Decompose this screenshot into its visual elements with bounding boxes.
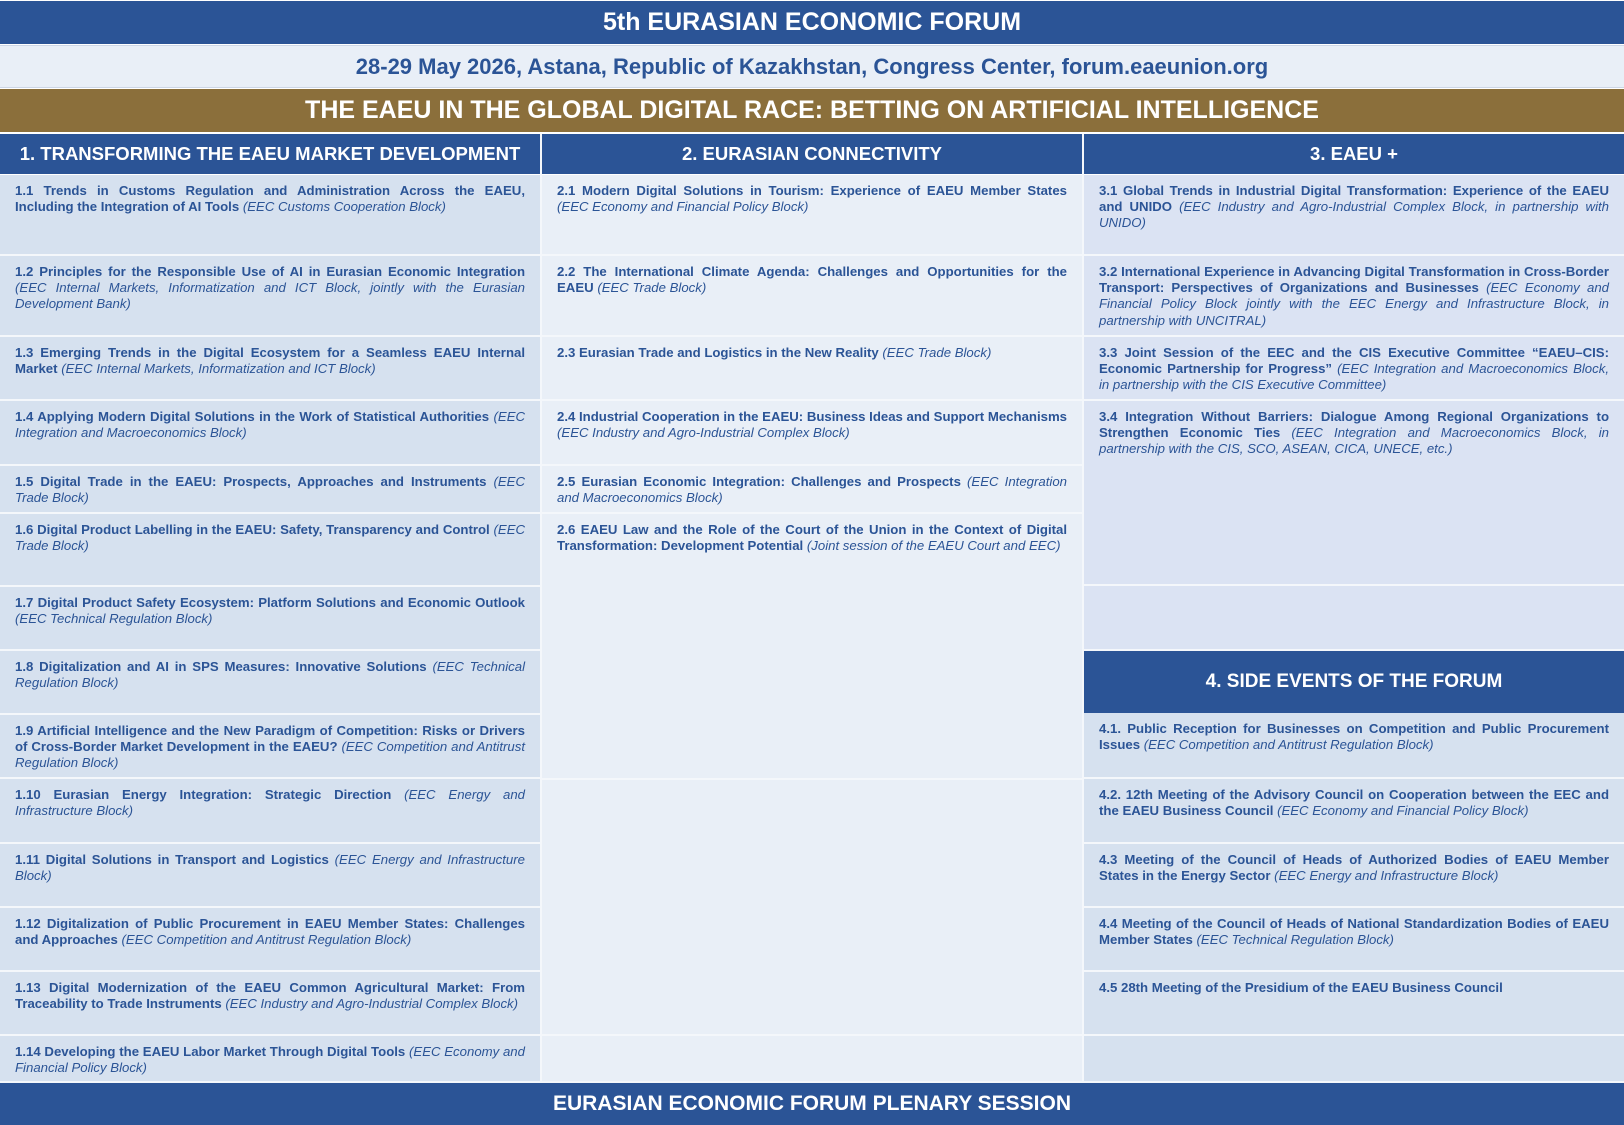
- session-title: 4.4 Meeting of the Council of Heads of National Standardization Bodies of EAEU Member States: [1099, 916, 1609, 948]
- session-title: 1.13 Digital Modernization of the EAEU Common Agricultural Market: From Traceability to Trade Instruments: [15, 980, 525, 1012]
- session-title: 1.10 Eurasian Energy Integration: Strategic Direction: [15, 787, 392, 802]
- session-2-6: [542, 514, 1082, 780]
- session-1-3: [0, 337, 540, 401]
- session-4-5: [1084, 972, 1624, 1036]
- session-2-1: [542, 175, 1082, 256]
- session-title: 1.2 Principles for the Responsible Use of AI in Eurasian Economic Integration: [15, 264, 525, 279]
- session-4-1: [1084, 713, 1624, 779]
- session-organizer: (EEC Integration and Macroeconomics Block): [15, 409, 526, 441]
- session-2-2: [542, 256, 1082, 337]
- session-title: 1.9 Artificial Intelligence and the New Paradigm of Competition: Risks or Drivers of Cross-Border Market Development in the EAEU?: [15, 723, 525, 755]
- session-3-4: [1084, 401, 1624, 586]
- session-organizer: (EEC Industry and Agro-Industrial Complex Block): [225, 996, 519, 1012]
- session-1-13: [0, 972, 540, 1036]
- session-2-5: [542, 466, 1082, 514]
- session-2-4: [542, 401, 1082, 466]
- session-3-3: [1084, 337, 1624, 401]
- forum-theme: THE EAEU IN THE GLOBAL DIGITAL RACE: BETTING ON ARTIFICIAL INTELLIGENCE: [0, 89, 1624, 132]
- session-organizer: (EEC Trade Block): [882, 345, 992, 360]
- session-organizer: (EEC Economy and Financial Policy Block): [15, 1044, 525, 1076]
- session-title: 1.1 Trends in Customs Regulation and Administration Across the EAEU, Including the Integration of AI Tools: [15, 183, 525, 215]
- empty-cell: [542, 1036, 1082, 1083]
- session-title: 3.1 Global Trends in Industrial Digital Transformation: Experience of the EAEU and UNIDO: [1099, 183, 1609, 215]
- empty-cell: [1084, 586, 1624, 651]
- session-title: 2.4 Industrial Cooperation in the EAEU: Business Ideas and Support Mechanisms: [557, 409, 1068, 424]
- plenary-session-banner: EURASIAN ECONOMIC FORUM PLENARY SESSION: [0, 1083, 1624, 1125]
- forum-title: 5th EURASIAN ECONOMIC FORUM: [0, 1, 1624, 44]
- session-organizer: (EEC Trade Block): [597, 280, 707, 296]
- session-title: 3.2 International Experience in Advancing Digital Transformation in Cross-Border Transport: Perspectives of Organizations and Businesses: [1099, 264, 1609, 296]
- session-1-2: [0, 256, 540, 337]
- session-organizer: (EEC Economy and Financial Policy Block): [1277, 803, 1529, 819]
- session-organizer: (EEC Energy and Infrastructure Block): [15, 852, 525, 884]
- session-title: 3.3 Joint Session of the EEC and the CIS Executive Committee “EAEU–CIS: Economic Partnership for Progress”: [1099, 345, 1609, 377]
- forum-dates-venue: 28-29 May 2026, Astana, Republic of Kazakhstan, Congress Center, forum.eaeunion.org: [0, 45, 1624, 88]
- session-title: 1.8 Digitalization and AI in SPS Measures: Innovative Solutions: [15, 659, 427, 674]
- session-title: 4.5 28th Meeting of the Presidium of the EAEU Business Council: [1099, 980, 1503, 995]
- session-organizer: (EEC Integration and Macroeconomics Block, in partnership with the CIS Executive Committee): [1099, 361, 1609, 393]
- column-heading-eaeu-plus: 3. EAEU +: [1084, 134, 1624, 174]
- session-title: 2.5 Eurasian Economic Integration: Challenges and Prospects: [557, 474, 961, 489]
- session-1-8: [0, 651, 540, 715]
- session-title: 4.1. Public Reception for Businesses on Competition and Public Procurement Issues: [1099, 721, 1609, 753]
- session-title: 2.3 Eurasian Trade and Logistics in the New Reality: [557, 345, 879, 360]
- column-divider: [1082, 134, 1084, 1083]
- session-4-3: [1084, 844, 1624, 908]
- session-organizer: (EEC Trade Block): [15, 522, 526, 554]
- session-organizer: (EEC Industry and Agro-Industrial Complex Block, in partnership with UNIDO): [1099, 199, 1609, 231]
- session-1-11: [0, 844, 540, 908]
- session-4-4: [1084, 908, 1624, 972]
- session-1-4: [0, 401, 540, 466]
- session-organizer: (EEC Energy and Infrastructure Block): [15, 787, 525, 819]
- session-organizer: (EEC Competition and Antitrust Regulation Block): [121, 932, 412, 948]
- session-3-1: [1084, 175, 1624, 256]
- session-title: 1.5 Digital Trade in the EAEU: Prospects, Approaches and Instruments: [15, 474, 487, 489]
- session-title: 1.11 Digital Solutions in Transport and Logistics: [15, 852, 329, 867]
- empty-cell: [542, 780, 1082, 1036]
- session-organizer: (EEC Internal Markets, Informatization and ICT Block, jointly with the Eurasian Development Bank): [15, 280, 525, 312]
- session-organizer: (EEC Competition and Antitrust Regulation Block): [1143, 737, 1434, 753]
- session-organizer: (EEC Integration and Macroeconomics Block, in partnership with the CIS, SCO, ASEAN, CICA, UNECE, etc.): [1099, 425, 1609, 457]
- session-title: 4.3 Meeting of the Council of Heads of Authorized Bodies of EAEU Member States in the Energy Sector: [1099, 852, 1609, 884]
- session-organizer: (EEC Industry and Agro-Industrial Complex Block): [557, 425, 850, 441]
- session-title: 1.4 Applying Modern Digital Solutions in the Work of Statistical Authorities: [15, 409, 490, 424]
- session-organizer: (EEC Customs Cooperation Block): [242, 199, 446, 215]
- session-organizer: (EEC Economy and Financial Policy Block jointly with the EEC Energy and Infrastructure Block, in partnership with UNCITRAL): [1099, 280, 1610, 328]
- session-1-10: [0, 779, 540, 844]
- session-1-7: [0, 587, 540, 651]
- column-heading-connectivity: 2. EURASIAN CONNECTIVITY: [542, 134, 1082, 174]
- session-organizer: (EEC Integration and Macroeconomics Block): [557, 474, 1067, 506]
- session-4-2: [1084, 779, 1624, 844]
- session-organizer: (EEC Technical Regulation Block): [15, 611, 213, 627]
- session-title: 1.12 Digitalization of Public Procurement in EAEU Member States: Challenges and Approaches: [15, 916, 525, 948]
- session-3-2: [1084, 256, 1624, 337]
- column-heading-market-development: 1. TRANSFORMING THE EAEU MARKET DEVELOPMENT: [0, 134, 540, 174]
- session-title: 2.1 Modern Digital Solutions in Tourism: Experience of EAEU Member States: [557, 183, 1067, 198]
- session-organizer: (EEC Competition and Antitrust Regulation Block): [15, 739, 525, 771]
- session-title: 1.14 Developing the EAEU Labor Market Through Digital Tools: [15, 1044, 406, 1059]
- session-1-12: [0, 908, 540, 972]
- empty-cell: [1084, 1036, 1624, 1083]
- session-title: 4.2. 12th Meeting of the Advisory Council on Cooperation between the EEC and the EAEU Business Council: [1099, 787, 1609, 819]
- session-title: 2.2 The International Climate Agenda: Challenges and Opportunities for the EAEU: [557, 264, 1067, 296]
- session-organizer: (EEC Economy and Financial Policy Block): [557, 199, 809, 215]
- session-1-5: [0, 466, 540, 514]
- session-1-1: [0, 175, 540, 256]
- session-organizer: (EEC Internal Markets, Informatization and ICT Block): [61, 361, 376, 377]
- session-organizer: (EEC Technical Regulation Block): [15, 659, 525, 691]
- session-2-3: [542, 337, 1082, 401]
- session-title: 2.6 EAEU Law and the Role of the Court of the Union in the Context of Digital Transformation: Development Potential: [557, 522, 1067, 554]
- session-1-6: [0, 514, 540, 587]
- session-organizer: (EEC Energy and Infrastructure Block): [1274, 868, 1499, 884]
- session-title: 1.7 Digital Product Safety Ecosystem: Platform Solutions and Economic Outlook: [15, 595, 525, 610]
- session-1-14: [0, 1036, 540, 1083]
- column-heading-side-events: 4. SIDE EVENTS OF THE FORUM: [1084, 651, 1624, 713]
- column-divider: [540, 134, 542, 1083]
- session-title: 3.4 Integration Without Barriers: Dialogue Among Regional Organizations to Strengthen Economic Ties: [1099, 409, 1609, 441]
- session-organizer: (EEC Trade Block): [15, 474, 525, 506]
- session-title: 1.6 Digital Product Labelling in the EAEU: Safety, Transparency and Control: [15, 522, 490, 537]
- session-organizer: (Joint session of the EAEU Court and EEC): [806, 538, 1061, 554]
- session-title: 1.3 Emerging Trends in the Digital Ecosystem for a Seamless EAEU Internal Market: [15, 345, 525, 377]
- session-organizer: (EEC Technical Regulation Block): [1196, 932, 1394, 948]
- session-1-9: [0, 715, 540, 779]
